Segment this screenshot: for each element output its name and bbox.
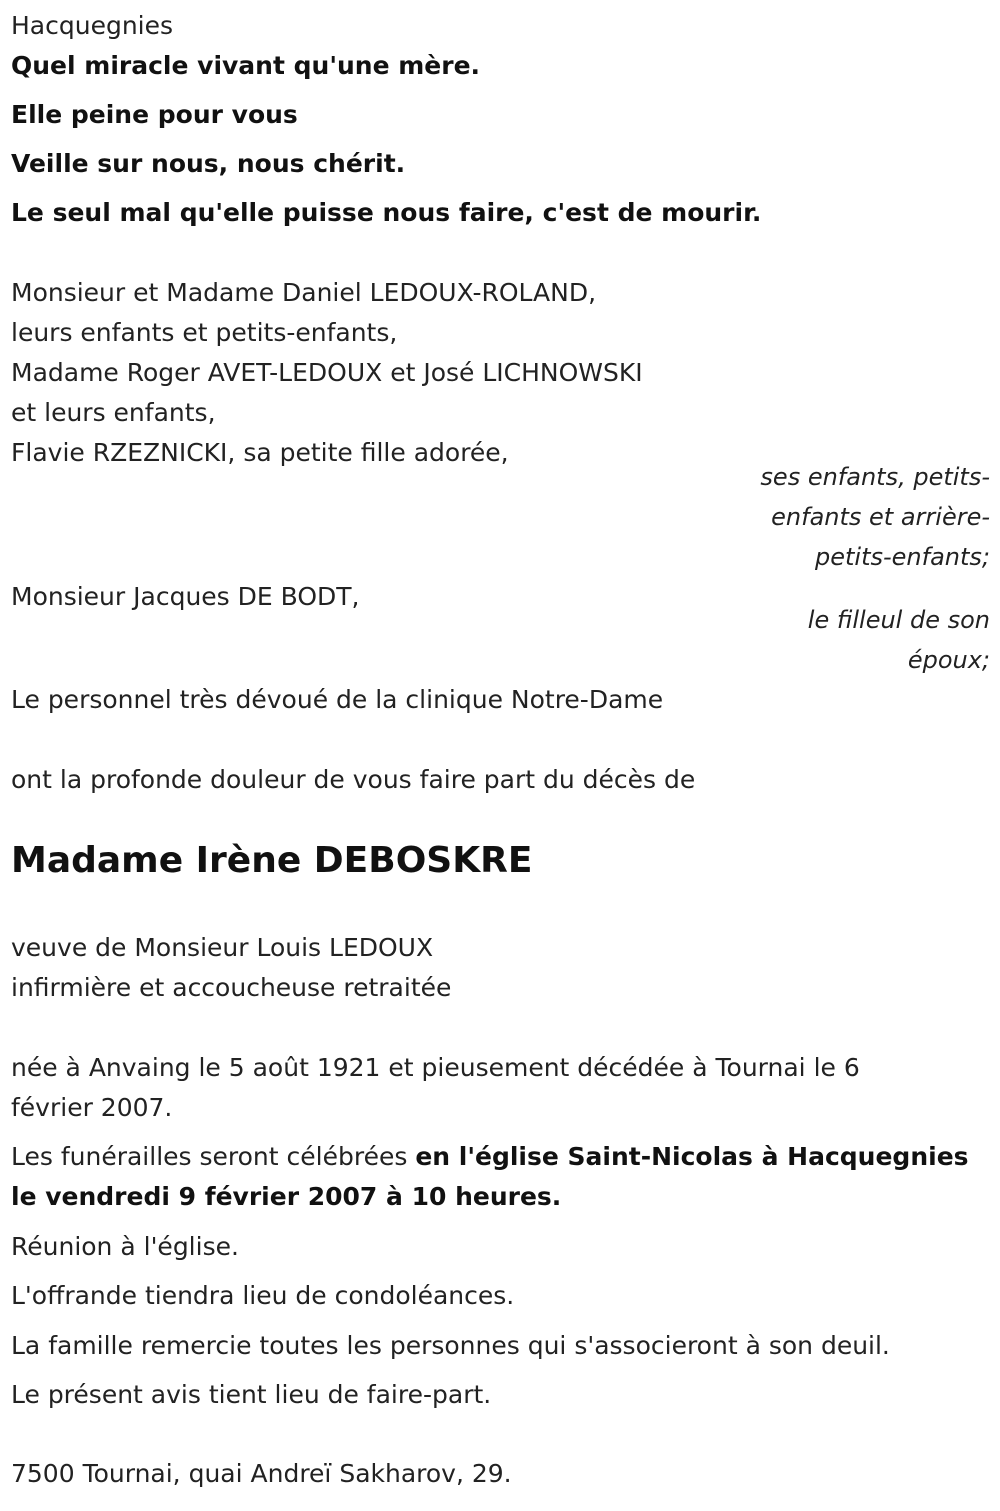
relation-note: ses enfants, petits- bbox=[760, 463, 990, 491]
deceased-detail: infirmière et accoucheuse retraitée bbox=[11, 973, 452, 1002]
funeral-location: en l'église Saint-Nicolas à Hacquegnies bbox=[415, 1142, 969, 1171]
deceased-detail: veuve de Monsieur Louis LEDOUX bbox=[11, 933, 434, 962]
note-line: La famille remercie toutes les personnes qui s'associeront à son deuil. bbox=[11, 1331, 890, 1360]
relation-note: le filleul de son bbox=[807, 606, 990, 634]
family-line: Monsieur et Madame Daniel LEDOUX-ROLAND, bbox=[11, 278, 597, 307]
funeral-line bbox=[11, 1137, 969, 1177]
poem-line: Le seul mal qu'elle puisse nous faire, c'est de mourir. bbox=[11, 198, 762, 227]
family-line: leurs enfants et petits-enfants, bbox=[11, 318, 398, 347]
deceased-name: Madame Irène DEBOSKRE bbox=[11, 840, 533, 881]
note-line: Réunion à l'église. bbox=[11, 1232, 239, 1261]
family-line: Madame Roger AVET-LEDOUX et José LICHNOWSKI bbox=[11, 358, 643, 387]
relation-note: enfants et arrière- bbox=[771, 503, 990, 531]
place-heading: Hacquegnies bbox=[11, 11, 174, 40]
family-line: et leurs enfants, bbox=[11, 398, 216, 427]
poem-line: Elle peine pour vous bbox=[11, 100, 298, 129]
address-line: 7500 Tournai, quai Andreï Sakharov, 29. bbox=[11, 1459, 512, 1488]
note-line: Le présent avis tient lieu de faire-part. bbox=[11, 1380, 492, 1409]
birth-death-line: février 2007. bbox=[11, 1093, 173, 1122]
birth-death-line: née à Anvaing le 5 août 1921 et pieusement décédée à Tournai le 6 bbox=[11, 1053, 860, 1082]
funeral-date: le vendredi 9 février 2007 à 10 heures. bbox=[11, 1182, 562, 1211]
godson-line: Monsieur Jacques DE BODT, bbox=[11, 582, 360, 611]
announcement-line: ont la profonde douleur de vous faire part du décès de bbox=[11, 765, 696, 794]
staff-line: Le personnel très dévoué de la clinique Notre-Dame bbox=[11, 685, 664, 714]
relation-note: petits-enfants; bbox=[815, 543, 990, 571]
poem-line: Quel miracle vivant qu'une mère. bbox=[11, 51, 481, 80]
funeral-intro: Les funérailles seront célébrées bbox=[11, 1142, 416, 1171]
relation-note: époux; bbox=[907, 646, 990, 674]
note-line: L'offrande tiendra lieu de condoléances. bbox=[11, 1281, 515, 1310]
family-line: Flavie RZEZNICKI, sa petite fille adorée, bbox=[11, 438, 509, 467]
poem-line: Veille sur nous, nous chérit. bbox=[11, 149, 406, 178]
